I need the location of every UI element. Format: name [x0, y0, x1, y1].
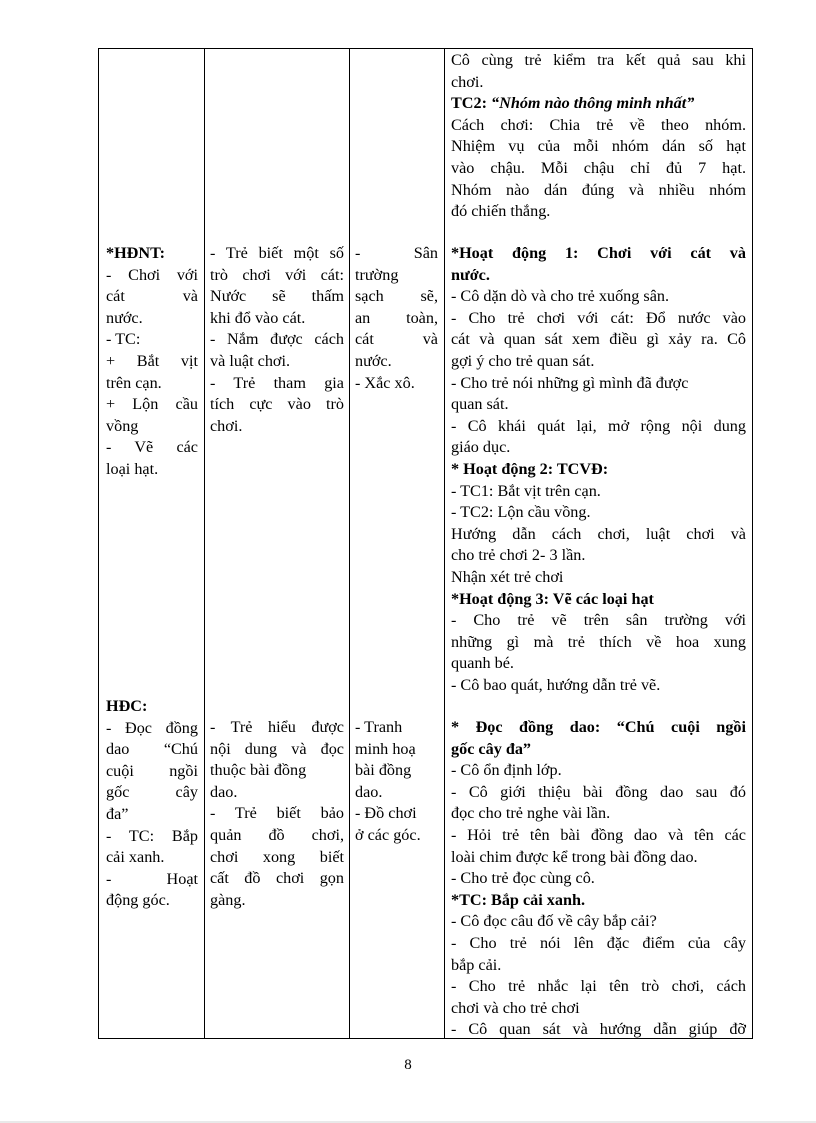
- col4-line: Cách chơi: Chia trẻ về theo nhóm.: [451, 115, 746, 134]
- col2-line: - Trẻ biết một số: [210, 244, 344, 262]
- game-heading: *TC: Bắp cải xanh.: [451, 890, 586, 909]
- col2-line: thuộc bài đồng: [210, 761, 307, 780]
- col4-hdc-cell: [451, 717, 746, 1041]
- col3-line: - Tranh: [355, 718, 403, 736]
- tc2-heading: [451, 93, 746, 115]
- col2-line: - Trẻ biết bảo: [210, 804, 344, 823]
- col2-line: chơi xong biết: [210, 847, 344, 866]
- hdc-heading: HĐC:: [106, 697, 148, 715]
- col3-line: bài đồng: [355, 761, 412, 780]
- col3-line: an toàn,: [355, 308, 438, 327]
- col4-line: chơi và cho trẻ chơi: [451, 998, 580, 1017]
- col4-top-cell: [451, 50, 746, 223]
- col4-line: - Cô đọc câu đố về cây bắp cải?: [451, 912, 657, 931]
- col4-line: - Cho trẻ nhắc lại tên trò chơi, cách: [451, 977, 746, 996]
- col4-line: quan sát.: [451, 395, 509, 414]
- col4-line: cho trẻ chơi 2- 3 lần.: [451, 546, 586, 565]
- col4-line: - Cô khái quát lại, mở rộng nội dung: [451, 416, 746, 435]
- col2-line: tích cực vào trò: [210, 395, 344, 414]
- activity1-heading: *Hoạt động 1: Chơi với cát và: [451, 244, 746, 262]
- col2-line: khi đổ vào cát.: [210, 308, 306, 327]
- col4-line: cát và quan sát xem điều gì xảy ra. Cô: [451, 330, 746, 349]
- col4-line: Nhận xét trẻ chơi: [451, 567, 564, 586]
- column-divider: [444, 49, 445, 1038]
- col3-line: ở các góc.: [355, 825, 421, 844]
- nursery-rhyme-heading: gốc cây đa”: [451, 739, 532, 758]
- activity1-heading: nước.: [451, 265, 490, 284]
- col4-line: - Cho trẻ vẽ trên sân trường với: [451, 611, 746, 630]
- col4-line: Hướng dẫn cách chơi, luật chơi và: [451, 524, 746, 543]
- col1-line: + Lộn cầu: [106, 395, 198, 414]
- col1-line: loại hạt.: [106, 459, 159, 478]
- col4-line: - Hỏi trẻ tên bài đồng dao và tên các: [451, 825, 746, 844]
- col4-line: - TC1: Bắt vịt trên cạn.: [451, 481, 601, 500]
- col1-line: - Chơi với: [106, 265, 198, 284]
- col1-line: gốc cây: [106, 783, 198, 802]
- col2-line: nội dung và đọc: [210, 739, 344, 758]
- col1-line: nước.: [106, 308, 143, 327]
- col1-line: - TC:: [106, 330, 141, 349]
- col4-line: những gì mà trẻ thích về hoa xung: [451, 632, 746, 651]
- col1-line: cải xanh.: [106, 848, 165, 867]
- col1-line: - Hoạt: [106, 869, 198, 888]
- column-divider: [349, 49, 350, 1038]
- outdoor-activity-heading: *HĐNT:: [106, 244, 166, 262]
- col4-line: quanh bé.: [451, 654, 514, 673]
- col3-line: - Đồ chơi: [355, 804, 417, 823]
- tc2-label: TC2:: [451, 94, 492, 113]
- col2-line: và luật chơi.: [210, 351, 291, 370]
- col3-outdoor-cell: [355, 243, 438, 394]
- col4-line: chơi.: [451, 72, 484, 91]
- nursery-rhyme-heading: * Đọc đồng dao: “Chú cuội ngồi: [451, 718, 746, 736]
- col4-line: giáo dục.: [451, 438, 511, 457]
- col2-line: dao.: [210, 782, 238, 801]
- col4-line: - Cho trẻ nói những gì mình đã được: [451, 373, 689, 392]
- col3-line: - Sân: [355, 244, 438, 262]
- col3-line: cát và: [355, 330, 438, 349]
- col2-line: chơi.: [210, 416, 243, 435]
- col4-line: - Cô giới thiệu bài đồng dao sau đó: [451, 782, 746, 801]
- col4-line: - Cô quan sát và hướng dẫn giúp đỡ: [451, 1020, 746, 1039]
- col2-line: Nước sẽ thấm: [210, 287, 344, 306]
- col4-line: - Cô bao quát, hướng dẫn trẻ vẽ.: [451, 675, 661, 694]
- col2-line: gàng.: [210, 890, 246, 909]
- col1-line: - TC: Bắp: [106, 826, 198, 845]
- col1-line: - Vẽ các: [106, 438, 198, 457]
- column-divider: [204, 49, 205, 1038]
- col3-line: sạch sẽ,: [355, 287, 438, 306]
- col3-line: trường: [355, 265, 399, 284]
- col1-line: trên cạn.: [106, 373, 162, 392]
- col4-line: gợi ý cho trẻ quan sát.: [451, 351, 595, 370]
- col2-hdc-cell: [210, 717, 344, 911]
- col4-line: - TC2: Lộn cầu vồng.: [451, 503, 591, 522]
- col2-line: - Trẻ hiểu được: [210, 718, 344, 736]
- col4-line: Cô cùng trẻ kiểm tra kết quả sau khi: [451, 51, 746, 69]
- col4-line: loài chim được kể trong bài đồng dao.: [451, 847, 698, 866]
- col4-line: - Cô ổn định lớp.: [451, 761, 562, 780]
- col1-line: đa”: [106, 804, 129, 823]
- col2-line: - Nắm được cách: [210, 330, 344, 349]
- col1-line: dao “Chú: [106, 740, 198, 759]
- col2-line: trò chơi với cát:: [210, 265, 344, 284]
- col1-line: cát và: [106, 287, 198, 306]
- lesson-plan-table: [98, 48, 753, 1039]
- activity2-heading: * Hoạt động 2: TCVĐ:: [451, 459, 609, 478]
- col3-line: nước.: [355, 351, 392, 370]
- activity3-heading: *Hoạt động 3: Vẽ các loại hạt: [451, 589, 654, 608]
- col4-line: - Cô dặn dò và cho trẻ xuống sân.: [451, 287, 670, 306]
- col3-line: dao.: [355, 782, 383, 801]
- col4-line: - Cho trẻ chơi với cát: Đổ nước vào: [451, 308, 746, 327]
- col2-line: quản đồ chơi,: [210, 825, 344, 844]
- col4-line: đó chiến thắng.: [451, 202, 551, 221]
- col4-line: Nhóm nào dán đúng và nhiều nhóm: [451, 180, 746, 199]
- col1-hdc-cell: [106, 696, 198, 912]
- col3-line: minh hoạ: [355, 739, 416, 758]
- col2-outdoor-cell: [210, 243, 344, 437]
- col3-line: - Xắc xô.: [355, 373, 415, 392]
- col1-outdoor-cell: [106, 243, 198, 481]
- col1-line: vồng: [106, 416, 139, 435]
- col1-line: động góc.: [106, 891, 170, 910]
- col4-line: Nhiệm vụ của mỗi nhóm dán số hạt: [451, 137, 746, 156]
- col4-line: - Cho trẻ đọc cùng cô.: [451, 869, 595, 888]
- tc2-title: “Nhóm nào thông minh nhất”: [491, 94, 695, 113]
- col1-line: - Đọc đồng: [106, 718, 198, 737]
- col4-line: đọc cho trẻ nghe vài lần.: [451, 804, 611, 823]
- col3-hdc-cell: [355, 717, 438, 847]
- page-number: 8: [404, 1057, 412, 1073]
- col2-line: cất đồ chơi gọn: [210, 869, 344, 888]
- col4-line: - Cho trẻ nói lên đặc điểm của cây: [451, 933, 746, 952]
- col4-outdoor-cell: [451, 243, 746, 696]
- col2-line: - Trẻ tham gia: [210, 373, 344, 392]
- col4-line: bắp cải.: [451, 955, 502, 974]
- col1-line: + Bắt vịt: [106, 351, 198, 370]
- col1-line: cuội ngồi: [106, 761, 198, 780]
- col4-line: vào chậu. Mỗi chậu chỉ đủ 7 hạt.: [451, 158, 746, 177]
